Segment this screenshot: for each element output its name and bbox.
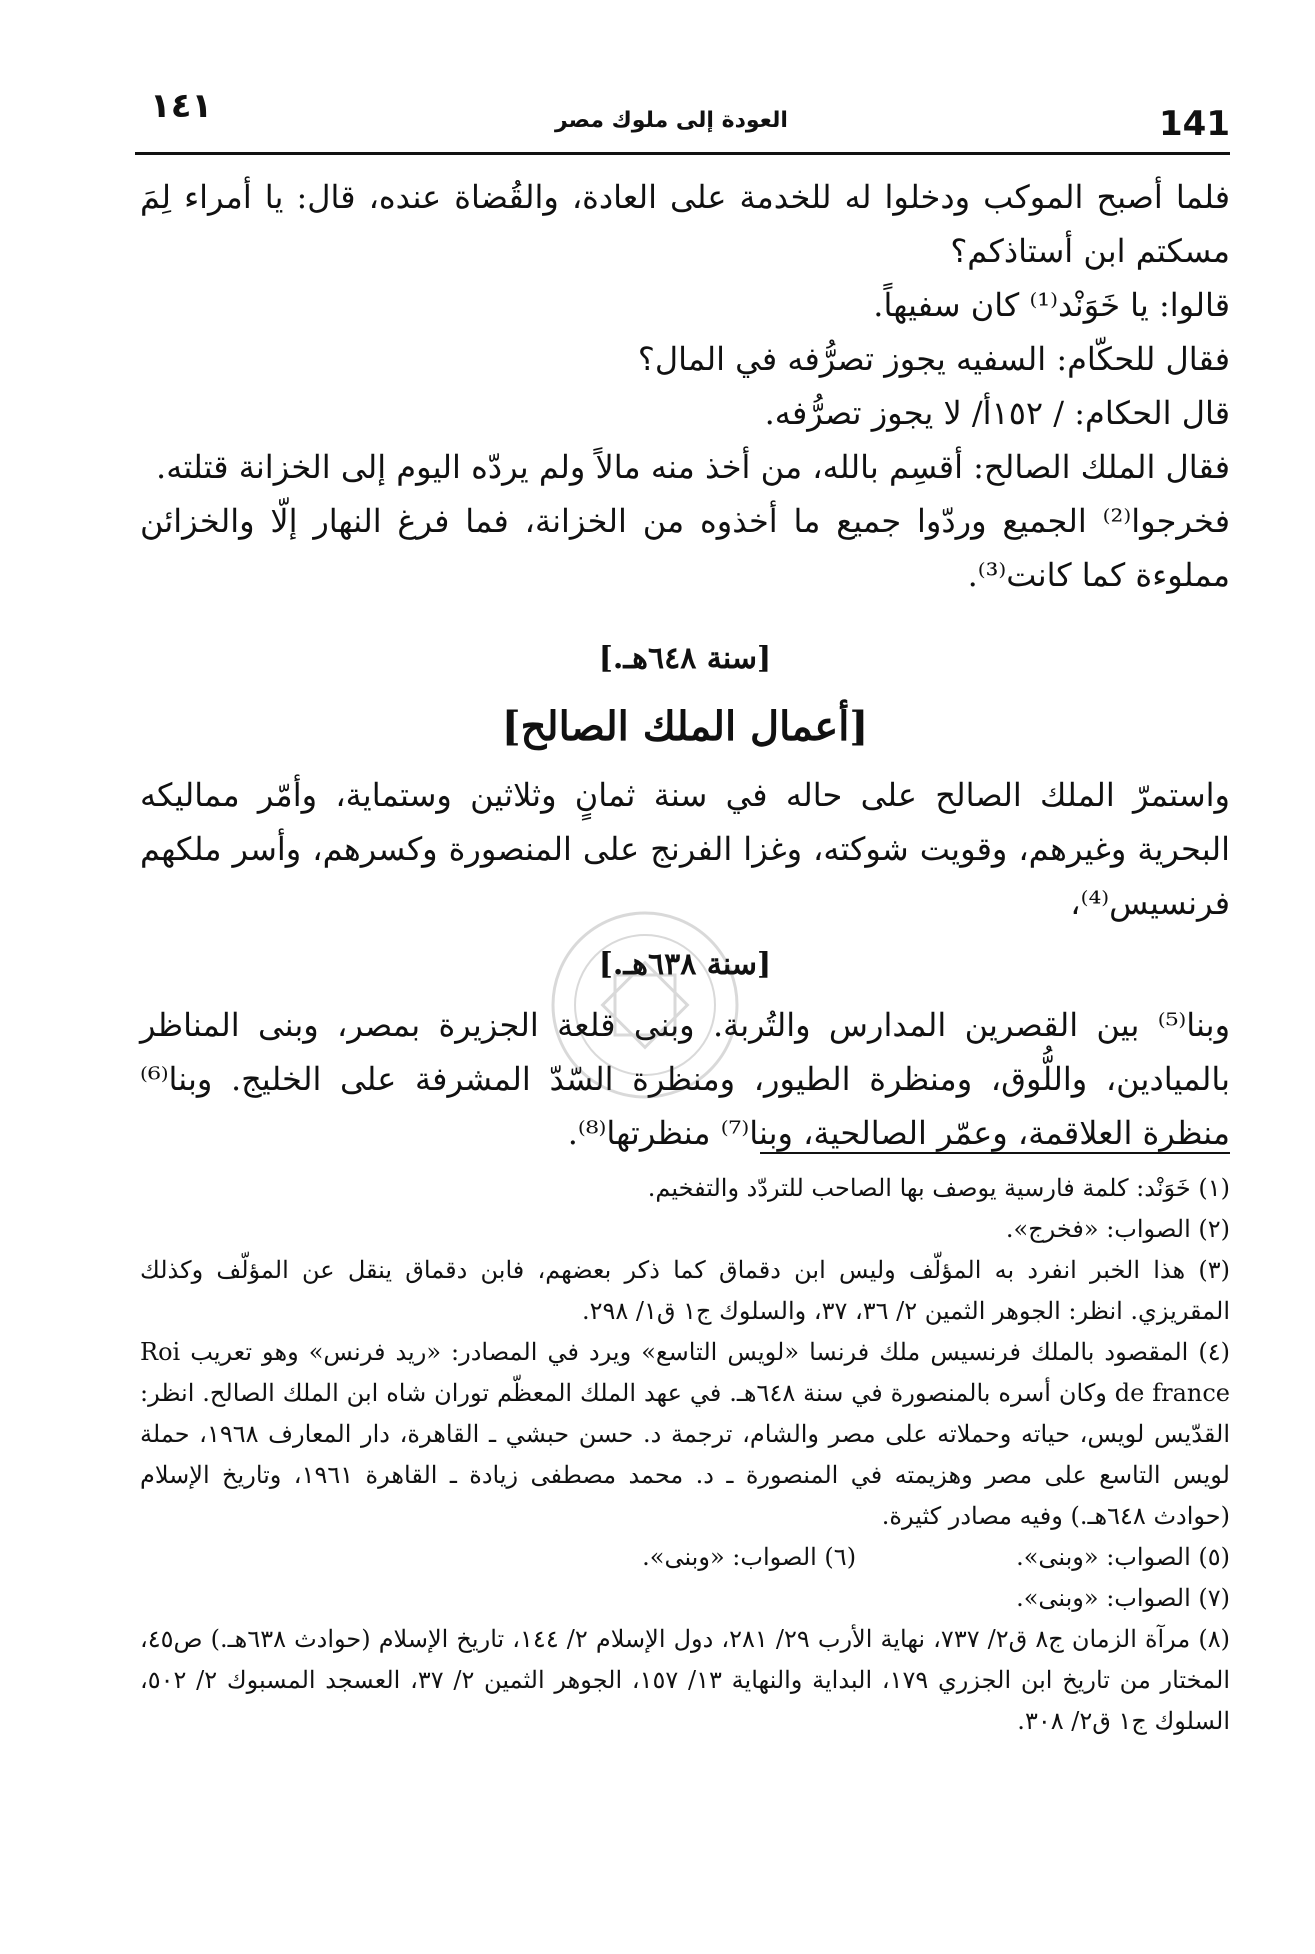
paragraph-section: واستمرّ الملك الصالح على حاله في سنة ثمانٍ وثلاثين وستماية، وأمّر مماليكه البحرية وغيرهم، وقويت شوكته، وغزا الفرنج على المنصورة وكسرهم، وأسر ملكهم فرنسيس⁽⁴⁾، <box>140 776 1231 922</box>
page-number-arabic: ١٤١ <box>150 86 213 126</box>
footnote-2: (٢) الصواب: «فخرج». <box>1005 1215 1230 1243</box>
paragraph-4: قال الحكام: / ١٥٢أ/ لا يجوز تصرُّفه. <box>764 394 1230 432</box>
paragraph-2: قالوا: يا خَوَنْد⁽¹⁾ كان سفيهاً. <box>873 286 1230 324</box>
paragraph-1: فلما أصبح الموكب ودخلوا له للخدمة على العادة، والقُضاة عنده، قال: يا أمراء لِمَ مسكتم ابن أستاذكم؟ <box>140 178 1231 270</box>
footnote-7: (٧) الصواب: «وبنى». <box>1016 1584 1230 1612</box>
watermark-seal-icon <box>545 905 745 1105</box>
footnote-5: (٥) الصواب: «وبنى». <box>1016 1543 1230 1571</box>
footnotes <box>140 1168 1230 1742</box>
header-rule <box>135 152 1230 155</box>
footnote-4: (٤) المقصود بالملك فرنسيس ملك فرنسا «لويس التاسع» ويرد في المصادر: «ريد فرنس» وهو تعريب Roi de france وكان أسره بالمنصورة في سنة ٦٤٨هـ. في عهد الملك المعظّم توران شاه ابن الملك الصالح. انظر: القدّيس لويس، حياته وحملاته على مصر والشام، ترجمة د. حسن حبشي ـ القاهرة، دار المعارف ١٩٦٨، حملة لويس التاسع على مصر وهزيمته في المنصورة ـ د. محمد مصطفى زيادة ـ القاهرة ١٩٦١، وتاريخ الإسلام (حوادث ٦٤٨هـ.) وفيه مصادر كثيرة. <box>140 1338 1230 1530</box>
year-heading-648: [سنة ٦٤٨هـ.] <box>598 641 772 676</box>
year-heading-638: [سنة ٦٣٨هـ.] <box>598 947 772 982</box>
footnote-8: (٨) مرآة الزمان ج٨ ق٢/ ٧٣٧، نهاية الأرب ٢٩/ ٢٨١، دول الإسلام ٢/ ١٤٤، تاريخ الإسلام (حوادث ٦٣٨هـ.) ص٤٥، المختار من تاريخ ابن الجزري ١٧٩، البداية والنهاية ١٣/ ١٥٧، الجوهر الثمين ٢/ ٣٧، العسجد المسبوك ٢/ ٥٠٢، السلوك ج١ ق٢/ ٣٠٨. <box>140 1625 1231 1735</box>
running-title: العودة إلى ملوك مصر <box>555 108 788 133</box>
footnote-pair <box>140 1537 1230 1578</box>
paragraph-6: فخرجوا⁽²⁾ الجميع وردّوا جميع ما أخذوه من الخزانة، فما فرغ النهار إلّا والخزائن مملوءة كما كانت⁽³⁾. <box>140 502 1230 594</box>
paragraph-buildings: وبنا⁽⁵⁾ بين القصرين المدارس والتُربة. وبنى قلعة الجزيرة بمصر، وبنى المناظر بالميادين، واللُّوق، ومنظرة الطيور، ومنظرة السّدّ المشرفة على الخليج. وبنا⁽⁶⁾ منظرة العلاقمة، وعمّر الصالحية، وبنا⁽⁷⁾ منظرتها⁽⁸⁾. <box>140 1006 1231 1152</box>
footnote-3: (٣) هذا الخبر انفرد به المؤلّف وليس ابن دقماق كما ذكر بعضهم، فابن دقماق ينقل عن المؤلّف وكذلك المقريزي. انظر: الجوهر الثمين ٢/ ٣٦، ٣٧، والسلوك ج١ ق١/ ٢٩٨. <box>140 1256 1230 1325</box>
footnote-1: (١) خَوَنْد: كلمة فارسية يوصف بها الصاحب للتردّد والتفخيم. <box>647 1174 1230 1202</box>
footnote-6: (٦) الصواب: «وبنى». <box>642 1543 857 1571</box>
paragraph-5: فقال الملك الصالح: أقسِم بالله، من أخذ منه مالاً ولم يردّه اليوم إلى الخزانة قتلته. <box>156 448 1230 486</box>
page-number: 141 <box>1159 104 1230 144</box>
paragraph-3: فقال للحكّام: السفيه يجوز تصرُّفه في المال؟ <box>637 340 1230 378</box>
footnote-rule <box>760 1152 1230 1154</box>
section-heading: [أعمال الملك الصالح] <box>501 703 869 750</box>
